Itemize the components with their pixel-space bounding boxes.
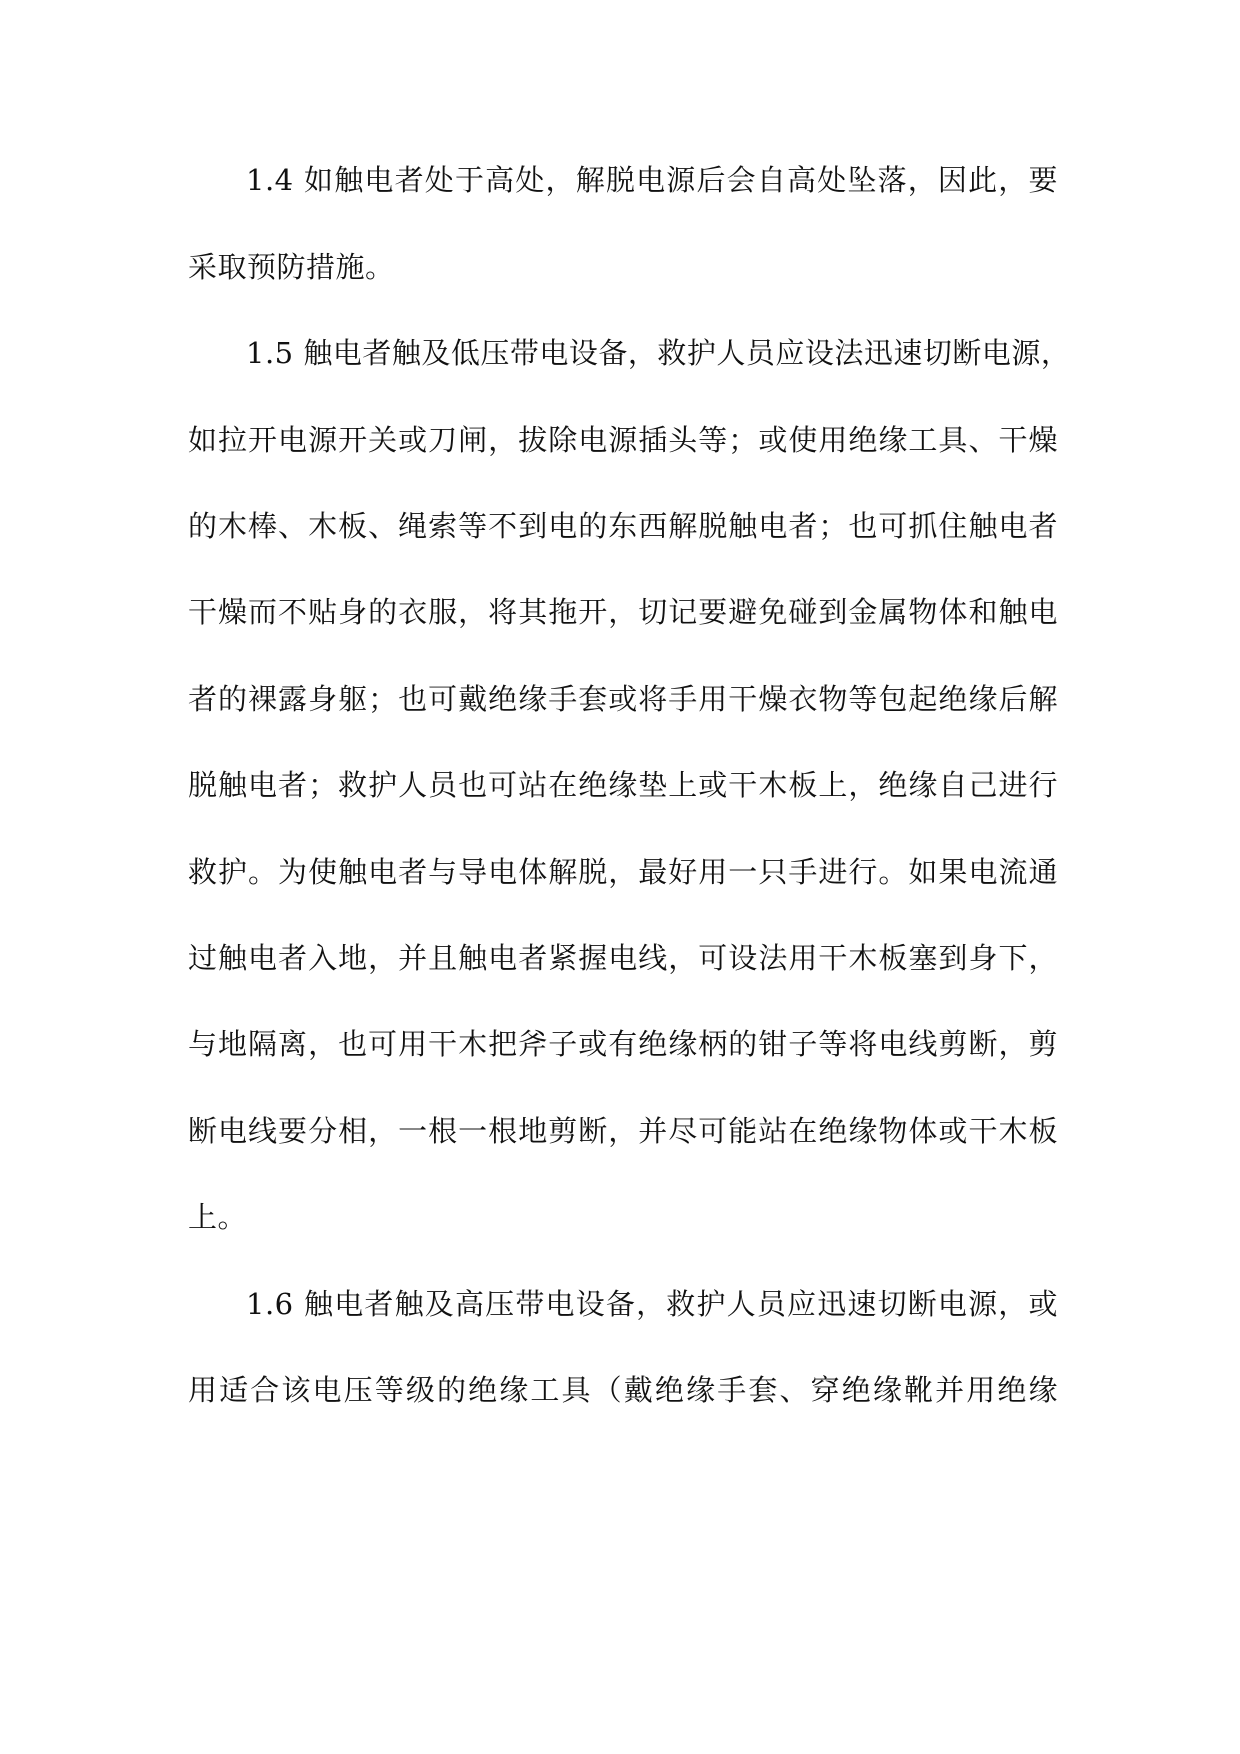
paragraph-1-6-line-2: 用适合该电压等级的绝缘工具（戴绝缘手套、穿绝缘靴并用绝缘	[188, 1373, 1058, 1407]
paragraph-1-4-line-2: 采取预防措施。	[188, 250, 395, 284]
paragraph-1-5-line-4: 干燥而不贴身的衣服，将其拖开，切记要避免碰到金属物体和触电	[188, 595, 1058, 629]
paragraph-1-5-line-8: 过触电者入地，并且触电者紧握电线，可设法用干木板塞到身下，	[188, 941, 1058, 975]
paragraph-1-5-line-9: 与地隔离，也可用干木把斧子或有绝缘柄的钳子等将电线剪断，剪	[188, 1027, 1058, 1061]
paragraph-1-5-line-5: 者的裸露身躯；也可戴绝缘手套或将手用干燥衣物等包起绝缘后解	[188, 682, 1058, 716]
paragraph-1-5-line-6: 脱触电者；救护人员也可站在绝缘垫上或干木板上，绝缘自己进行	[188, 768, 1058, 802]
paragraph-1-6-line-1: 1.6 触电者触及高压带电设备，救护人员应迅速切断电源，或	[246, 1287, 1058, 1321]
paragraph-1-5-line-7: 救护。为使触电者与导电体解脱，最好用一只手进行。如果电流通	[188, 855, 1058, 889]
paragraph-1-5-line-11: 上。	[188, 1200, 248, 1234]
paragraph-1-5-line-2: 如拉开电源开关或刀闸，拔除电源插头等；或使用绝缘工具、干燥	[188, 423, 1058, 457]
paragraph-1-5-line-10: 断电线要分相，一根一根地剪断，并尽可能站在绝缘物体或干木板	[188, 1114, 1058, 1148]
paragraph-1-5-line-1: 1.5 触电者触及低压带电设备，救护人员应设法迅速切断电源，	[246, 336, 1071, 370]
paragraph-1-5-line-3: 的木棒、木板、绳索等不到电的东西解脱触电者；也可抓住触电者	[188, 509, 1058, 543]
paragraph-1-4-line-1: 1.4 如触电者处于高处，解脱电源后会自高处坠落，因此，要	[246, 163, 1058, 197]
